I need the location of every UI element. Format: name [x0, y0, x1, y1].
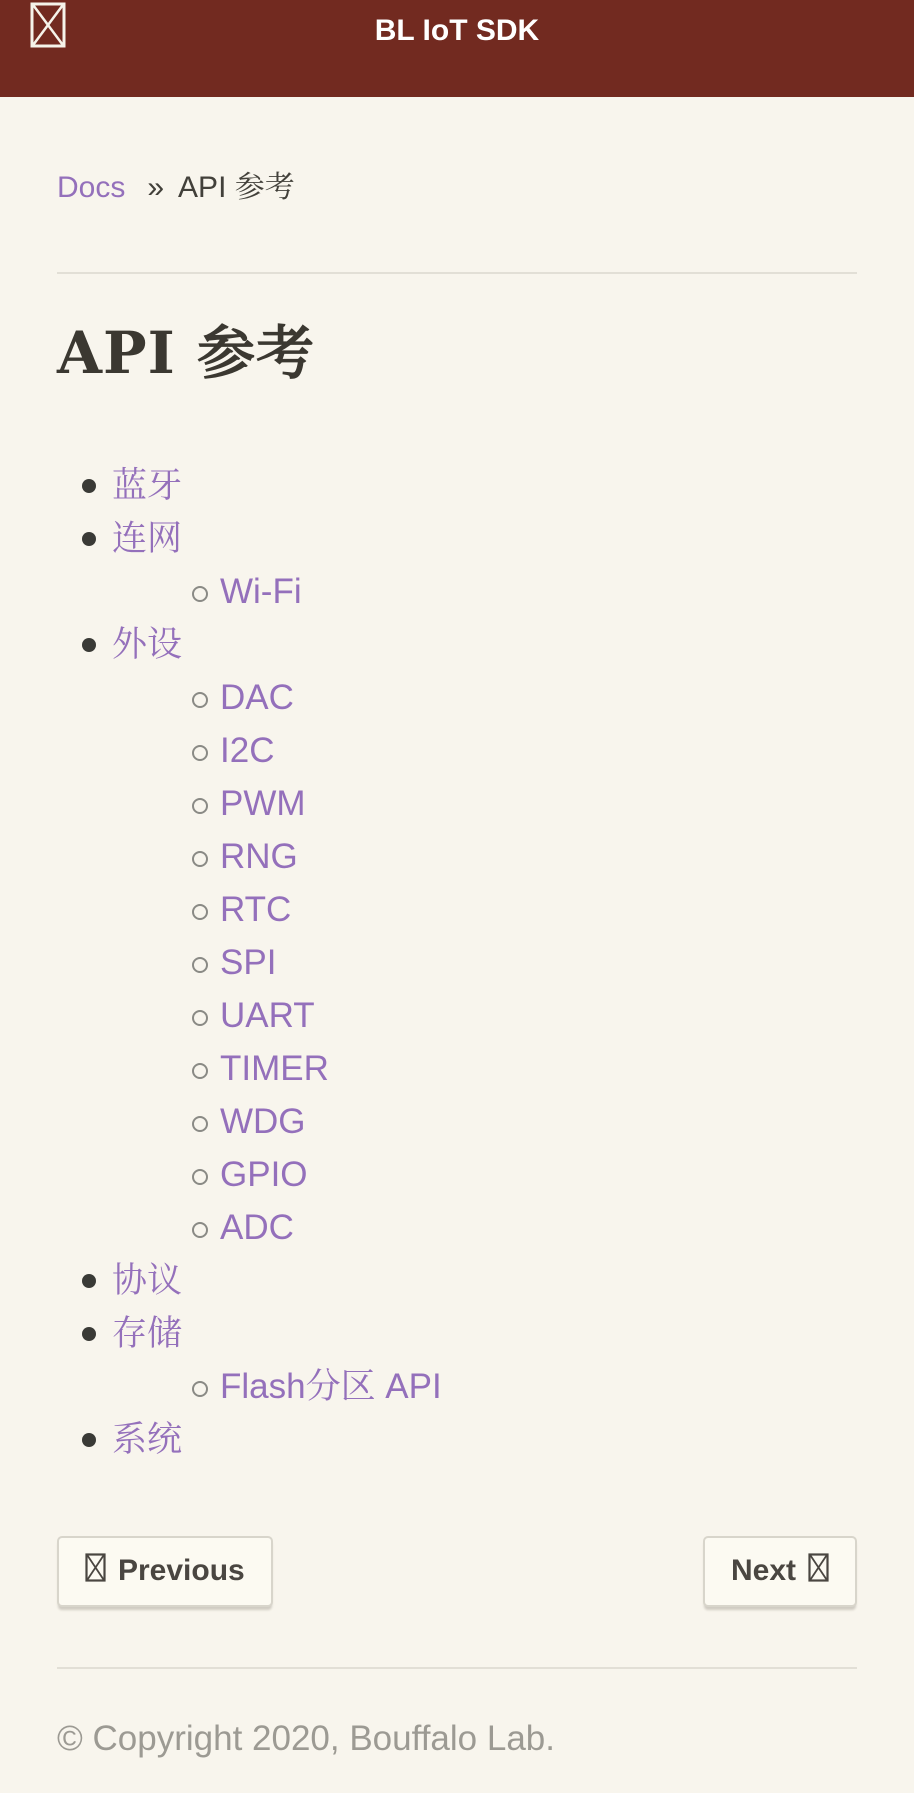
toc-item	[112, 565, 857, 618]
toc-link[interactable]: RNG	[220, 836, 298, 876]
toc-link[interactable]: TIMER	[220, 1048, 329, 1088]
footer-divider	[57, 1667, 857, 1669]
toc-link[interactable]: GPIO	[220, 1154, 308, 1194]
toc-item	[112, 1042, 857, 1095]
toc-link[interactable]: 系统	[112, 1419, 183, 1459]
toc-item	[57, 512, 857, 618]
toc-item	[112, 777, 857, 830]
toc-item	[112, 1360, 857, 1413]
breadcrumb-current-page: API 参考	[178, 171, 295, 204]
toc-link[interactable]: DAC	[220, 677, 294, 717]
previous-button[interactable]	[57, 1536, 273, 1607]
breadcrumb	[57, 97, 857, 206]
toc-item	[112, 1095, 857, 1148]
pager	[57, 1536, 857, 1607]
toc-item	[112, 830, 857, 883]
toc-link[interactable]: 连网	[112, 518, 183, 558]
toc-link[interactable]: SPI	[220, 942, 277, 982]
toc-item	[57, 1307, 857, 1413]
next-arrow-icon	[808, 1553, 829, 1590]
toc-link[interactable]: I2C	[220, 730, 275, 770]
toc-item	[57, 618, 857, 1254]
breadcrumb-docs-link[interactable]: Docs	[57, 171, 126, 204]
toc-link[interactable]: Flash分区 API	[220, 1366, 442, 1406]
site-title-link[interactable]: BL IoT SDK	[374, 14, 540, 47]
toc-item	[112, 936, 857, 989]
toc-link[interactable]: WDG	[220, 1101, 306, 1141]
toc-link[interactable]: UART	[220, 995, 315, 1035]
previous-button-label: Previous	[118, 1554, 245, 1588]
toc-link[interactable]: 蓝牙	[112, 465, 183, 505]
toc-item	[112, 1201, 857, 1254]
toc-item	[112, 883, 857, 936]
copyright-text: © Copyright 2020, Bouffalo Lab.	[57, 1718, 555, 1758]
next-button-label: Next	[730, 1554, 796, 1588]
toc-link[interactable]: RTC	[220, 889, 292, 929]
toc-link[interactable]: 外设	[112, 624, 183, 664]
toc-item	[112, 671, 857, 724]
next-button[interactable]	[703, 1536, 857, 1607]
breadcrumb-separator: »	[147, 171, 165, 204]
toc-item	[57, 459, 857, 512]
toc-item	[112, 724, 857, 777]
toc-item	[57, 1254, 857, 1307]
hamburger-menu-icon[interactable]	[30, 2, 66, 48]
toc-item	[57, 1413, 857, 1466]
toc-link[interactable]: ADC	[220, 1207, 294, 1247]
top-nav-bar	[0, 0, 914, 97]
toc-item	[112, 1148, 857, 1201]
toc-link[interactable]: 存储	[112, 1313, 183, 1353]
toc-link[interactable]: 协议	[112, 1260, 183, 1300]
breadcrumb-divider	[57, 272, 857, 274]
toc-link[interactable]: PWM	[220, 783, 306, 823]
page-title: API 参考	[57, 319, 315, 387]
previous-arrow-icon	[85, 1553, 106, 1590]
toc-item	[112, 989, 857, 1042]
toc-link[interactable]: Wi-Fi	[220, 571, 302, 611]
main-content	[57, 97, 857, 1787]
toc-list	[57, 459, 857, 1466]
